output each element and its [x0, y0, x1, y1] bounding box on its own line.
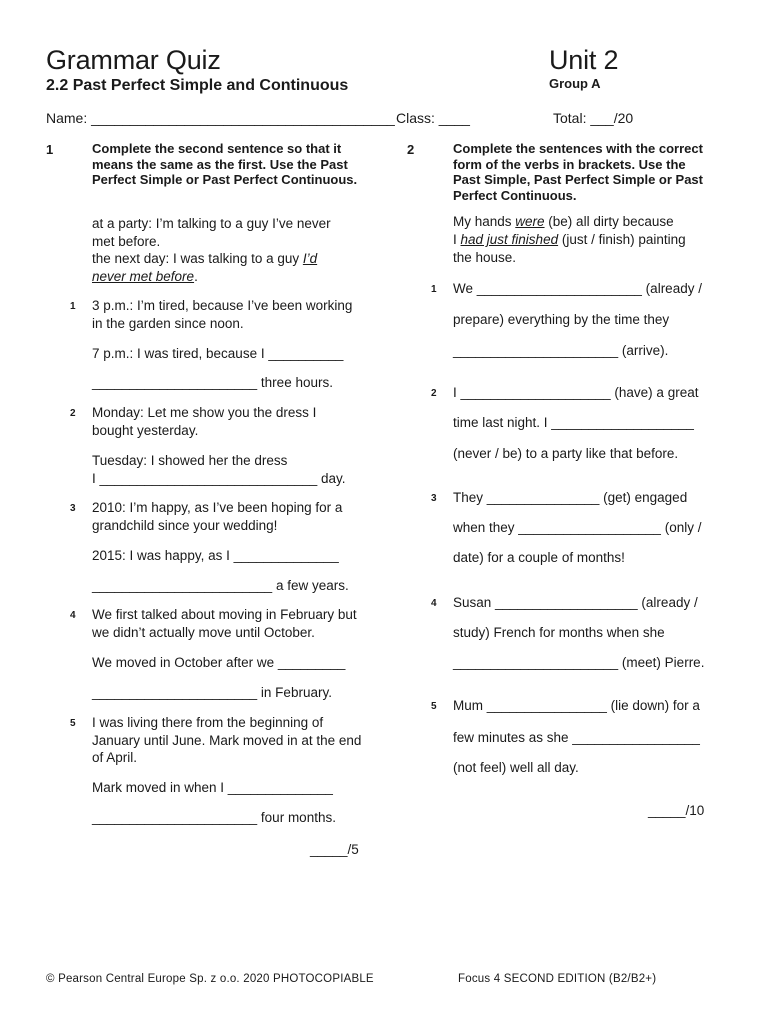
s2-item-line: prepare) everything by the time they — [453, 312, 670, 327]
section-2-number: 2 — [407, 142, 415, 157]
example-suffix: (just / finish) painting — [558, 232, 686, 247]
section-2-instruction: Complete the sentences with the correct form of the verbs in brackets. Use the Past Simple, Past Perfect Simple or Past Perfect Continuous. — [453, 141, 703, 203]
section-2-example-line3: the house. — [453, 250, 517, 265]
s1-item-second-b: ______________________ four months. — [92, 810, 336, 825]
s1-item-first: I was living there from the beginning of January until June. Mark moved in at the end of April. — [92, 715, 362, 765]
s2-item-line: study) French for months when she — [453, 625, 665, 640]
footer-edition: Focus 4 SECOND EDITION (B2/B2+) — [458, 973, 657, 985]
s1-item-first: 3 p.m.: I’m tired, because I’ve been working in the garden since noon. — [92, 298, 353, 331]
s2-item-number: 2 — [431, 388, 437, 399]
group-label: Group A — [549, 76, 601, 91]
s2-item-line: (never / be) to a party like that before. — [453, 446, 679, 461]
quiz-title: Grammar Quiz — [46, 45, 221, 75]
s1-item-second-a: 2015: I was happy, as I ______________ — [92, 548, 339, 563]
s1-item-first: We first talked about moving in February but we didn’t actually move until October. — [92, 607, 357, 640]
example-suffix: . — [194, 268, 198, 284]
s1-item-number: 2 — [70, 408, 76, 419]
s1-item-first: 2010: I’m happy, as I’ve been hoping for a grandchild since your wedding! — [92, 500, 343, 533]
s1-item-second-b: I _____________________________ day. — [92, 471, 346, 486]
s1-item-number: 5 — [70, 718, 76, 729]
s1-item-first: Monday: Let me show you the dress I bought yesterday. — [92, 405, 317, 438]
section-2-example-line2 — [453, 231, 686, 249]
s2-item-line: date) for a couple of months! — [453, 550, 625, 565]
example-answer: had just finished — [460, 232, 559, 247]
example-answer: I’d never met before — [92, 251, 318, 284]
unit-label: Unit 2 — [549, 45, 619, 75]
s2-item-line: Mum ________________ (lie down) for a — [453, 698, 700, 713]
class-field: Class: ____ — [396, 110, 470, 126]
s2-item-number: 4 — [431, 598, 437, 609]
section-1-example-line2 — [92, 250, 354, 285]
s2-item-line: I ____________________ (have) a great — [453, 385, 699, 400]
name-field: Name: _______________________________________ — [46, 110, 395, 126]
s2-item-line: when they ___________________ (only / — [453, 520, 702, 535]
example-prefix: the next day: I was talking to a guy — [92, 251, 303, 266]
s2-item-line: Susan ___________________ (already / — [453, 595, 698, 610]
s2-item-line: (not feel) well all day. — [453, 760, 579, 775]
s2-item-line: few minutes as she _________________ — [453, 730, 700, 745]
s1-item-second-b: ______________________ three hours. — [92, 375, 333, 390]
s2-item-line: ______________________ (meet) Pierre. — [453, 655, 705, 670]
s2-item-number: 5 — [431, 701, 437, 712]
section-2-example-line1 — [453, 213, 674, 231]
s2-item-number: 1 — [431, 284, 437, 295]
footer-copyright: © Pearson Central Europe Sp. z o.o. 2020 PHOTOCOPIABLE — [46, 973, 374, 985]
section-2-score: _____/10 — [648, 803, 705, 818]
s1-item-second-a: Mark moved in when I ______________ — [92, 780, 333, 795]
s1-item-number: 3 — [70, 503, 76, 514]
s2-item-line: They _______________ (get) engaged — [453, 490, 688, 505]
section-1-score: _____/5 — [310, 842, 359, 857]
s1-item-second-a: Tuesday: I showed her the dress — [92, 453, 288, 468]
s1-item-number: 4 — [70, 610, 76, 621]
total-field: Total: ___/20 — [553, 110, 634, 126]
s2-item-line: We ______________________ (already / — [453, 281, 702, 296]
example-prefix: I — [453, 232, 461, 247]
s2-item-number: 3 — [431, 493, 437, 504]
s2-item-line: time last night. I ___________________ — [453, 415, 694, 430]
example-prefix: My hands — [453, 214, 516, 229]
section-1-example-line1: at a party: I’m talking to a guy I’ve never met before. — [92, 216, 331, 249]
s1-item-second-b: ______________________ in February. — [92, 685, 332, 700]
s1-item-second-b: ________________________ a few years. — [92, 578, 349, 593]
s2-item-line: ______________________ (arrive). — [453, 343, 669, 358]
s1-item-second-a: 7 p.m.: I was tired, because I __________ — [92, 346, 344, 361]
section-1-instruction: Complete the second sentence so that it means the same as the first. Use the Past Perfect Simple or Past Perfect Continuous. — [92, 141, 358, 187]
section-1-number: 1 — [46, 142, 54, 157]
s1-item-number: 1 — [70, 301, 76, 312]
quiz-subtitle: 2.2 Past Perfect Simple and Continuous — [46, 77, 349, 94]
s1-item-second-a: We moved in October after we _________ — [92, 655, 346, 670]
example-suffix: (be) all dirty because — [544, 214, 674, 229]
example-answer: were — [515, 214, 545, 229]
